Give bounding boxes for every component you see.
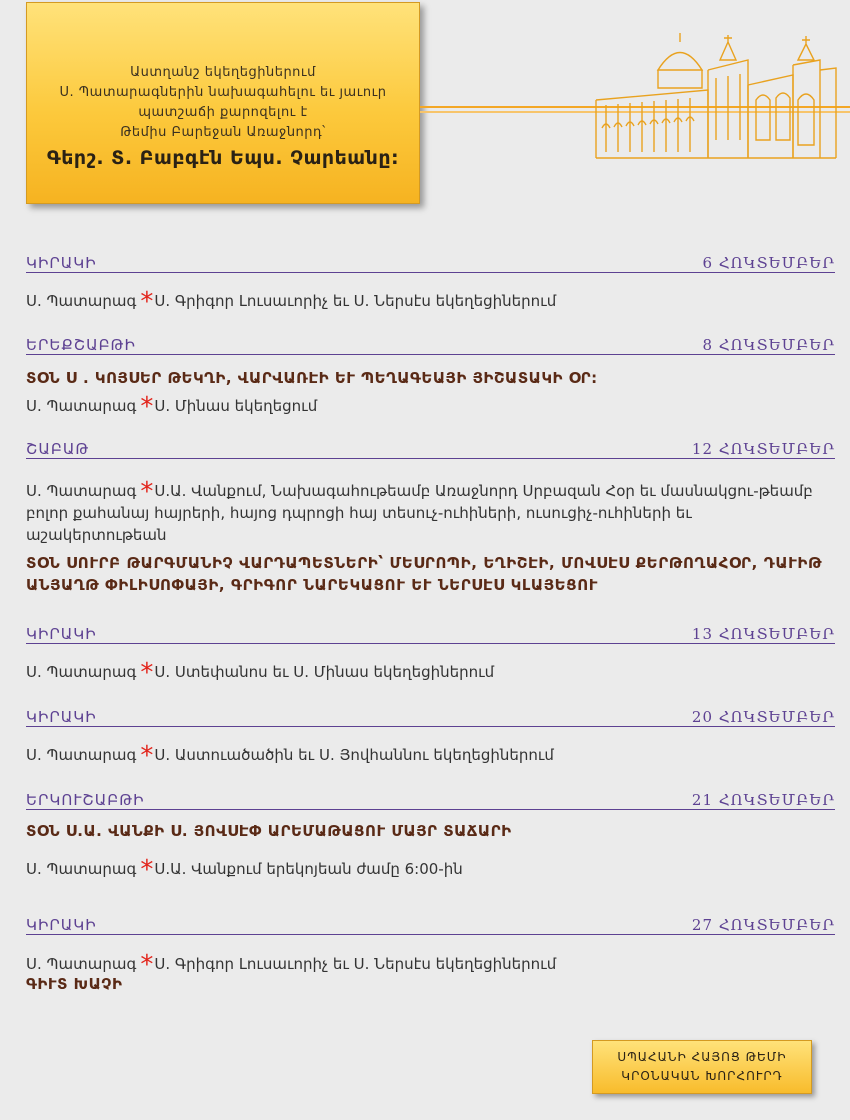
liturgy-place: Ս. Ստեփանոս եւ Ս. Մինաս եկեղեցիներում bbox=[154, 663, 495, 681]
day-date: 27 ՀՈԿՏԵՄԲԵՐ bbox=[691, 916, 835, 934]
banner-line-4: Թեմիս Բարեջան Առաջնորդ՝ bbox=[120, 125, 326, 140]
asterisk-icon: * bbox=[140, 392, 154, 422]
day-date: 12 ՀՈԿՏԵՄԲԵՐ bbox=[691, 440, 835, 458]
day-date: 6 ՀՈԿՏԵՄԲԵՐ bbox=[702, 254, 835, 272]
liturgy-label: Ս. Պատարագ bbox=[26, 663, 137, 681]
liturgy-line bbox=[26, 392, 318, 422]
liturgy-paragraph bbox=[26, 477, 826, 546]
liturgy-place: Ս. Աստուածածին եւ Ս. Յովհաննու եկեղեցիներում bbox=[154, 746, 554, 764]
asterisk-icon: * bbox=[140, 477, 154, 507]
liturgy-label: Ս. Պատարագ bbox=[26, 746, 137, 764]
day-date: 20 ՀՈԿՏԵՄԲԵՐ bbox=[691, 708, 835, 726]
day-header bbox=[26, 438, 835, 459]
footer-line-1: ՍՊԱՀԱՆԻ ՀԱՅՈՑ ԹԵՄԻ bbox=[617, 1050, 787, 1064]
feast-title: ՏՕՆ ՍՈՒՐԲ ԹԱՐԳՄԱՆԻՉ ՎԱՐԴԱՊԵՏՆԵՐԻ՝ ՄԵՍՐՈՊԻ, ԵՂԻՇԷԻ, ՄՈՎՍԷՍ ՔԵՐԹՈՂԱՀՕՐ, ԴԱՒԻԹ ԱՆՅԱՂԹ ՓԻԼԻՍՈՓԱՅԻ, ԳՐԻԳՈՐ ՆԱՐԵԿԱՑՈՒ ԵՒ ՆԵՐՍԷՍ ԿԼԱՅԵՑՈՒ bbox=[26, 554, 823, 594]
day-name: ԿԻՐԱԿԻ bbox=[26, 708, 97, 726]
liturgy-line bbox=[26, 855, 463, 885]
day-header bbox=[26, 252, 835, 273]
banner-line-1: Աստղանշ եկեղեցիներում bbox=[130, 65, 316, 80]
liturgy-line bbox=[26, 950, 557, 980]
day-name: ԿԻՐԱԿԻ bbox=[26, 916, 97, 934]
day-header bbox=[26, 789, 835, 810]
day-date: 21 ՀՈԿՏԵՄԲԵՐ bbox=[691, 791, 835, 809]
liturgy-line bbox=[26, 287, 557, 317]
liturgy-line bbox=[26, 741, 554, 771]
liturgy-place: Ս. Մինաս եկեղեցում bbox=[154, 397, 318, 415]
day-name: ԿԻՐԱԿԻ bbox=[26, 625, 97, 643]
day-header bbox=[26, 623, 835, 644]
liturgy-label: Ս. Պատարագ bbox=[26, 860, 137, 878]
day-header bbox=[26, 706, 835, 727]
asterisk-icon: * bbox=[140, 287, 154, 317]
banner-line-3: պատշաճի քարոզելու է bbox=[138, 105, 308, 120]
liturgy-place: Ս.Ա. Վանքում, Նախագահութեամբ Առաջնորդ Սրբազան Հօր եւ մասնակցու-թեամբ բոլոր քահանայ հայրերի, հայոց դպրոցի հայ տեսուչ-ուհիների, ուսուցիչ-ուհիների եւ աշակերտութեան bbox=[26, 482, 813, 544]
day-name: ՇԱԲԱԹ bbox=[26, 440, 90, 458]
liturgy-place: Ս. Գրիգոր Լուսաւորիչ եւ Ս. Ներսէս եկեղեցիներում bbox=[154, 292, 557, 310]
feast-title: ՏՕՆ Ս . ԿՈՅՍԵՐ ԹԵԿՂԻ, ՎԱՐՎԱՌԷԻ ԵՒ ՊԵՂԱԳԵԱՅԻ ՅԻՇԱՏԱԿԻ ՕՐ: bbox=[26, 369, 598, 387]
liturgy-label: Ս. Պատարագ bbox=[26, 292, 137, 310]
banner-line-2: Ս. Պատարագներին նախագահելու եւ յաւուր bbox=[59, 85, 387, 100]
liturgy-label: Ս. Պատարագ bbox=[26, 482, 137, 500]
council-signature-box bbox=[592, 1040, 812, 1094]
asterisk-icon: * bbox=[140, 950, 154, 980]
footer-line-2: ԿՐՕՆԱԿԱՆ ԽՈՐՀՈՒՐԴ bbox=[621, 1069, 783, 1083]
liturgy-label: Ս. Պատարագ bbox=[26, 397, 137, 415]
liturgy-place: Ս.Ա. Վանքում երեկոյեան ժամը 6:00-ին bbox=[154, 860, 463, 878]
day-date: 13 ՀՈԿՏԵՄԲԵՐ bbox=[691, 625, 835, 643]
church-illustration bbox=[588, 30, 838, 160]
liturgy-label: Ս. Պատարագ bbox=[26, 955, 137, 973]
day-header bbox=[26, 334, 835, 355]
liturgy-place: Ս. Գրիգոր Լուսաւորիչ եւ Ս. Ներսէս եկեղեցիներում bbox=[154, 955, 557, 973]
feast-title: ԳԻՒՏ ԽԱՉԻ bbox=[26, 975, 123, 993]
liturgy-line bbox=[26, 658, 495, 688]
day-name: ԵՐԿՈՒՇԱԲԹԻ bbox=[26, 791, 145, 809]
day-name: ԿԻՐԱԿԻ bbox=[26, 254, 97, 272]
feast-title: ՏՕՆ Ս.Ա. ՎԱՆՔԻ Ս. ՅՈՎՍԷՓ ԱՐԵՄԱԹԱՑՈՒ ՄԱՅՐ ՏԱՃԱՐԻ bbox=[26, 822, 512, 840]
asterisk-icon: * bbox=[140, 658, 154, 688]
bishop-name: Գերշ. Տ. Բաբգէն Եպս. Չարեանը: bbox=[46, 147, 400, 169]
header-banner bbox=[26, 2, 420, 204]
day-name: ԵՐԵՔՇԱԲԹԻ bbox=[26, 336, 136, 354]
day-date: 8 ՀՈԿՏԵՄԲԵՐ bbox=[702, 336, 835, 354]
day-header bbox=[26, 914, 835, 935]
asterisk-icon: * bbox=[140, 741, 154, 771]
asterisk-icon: * bbox=[140, 855, 154, 885]
